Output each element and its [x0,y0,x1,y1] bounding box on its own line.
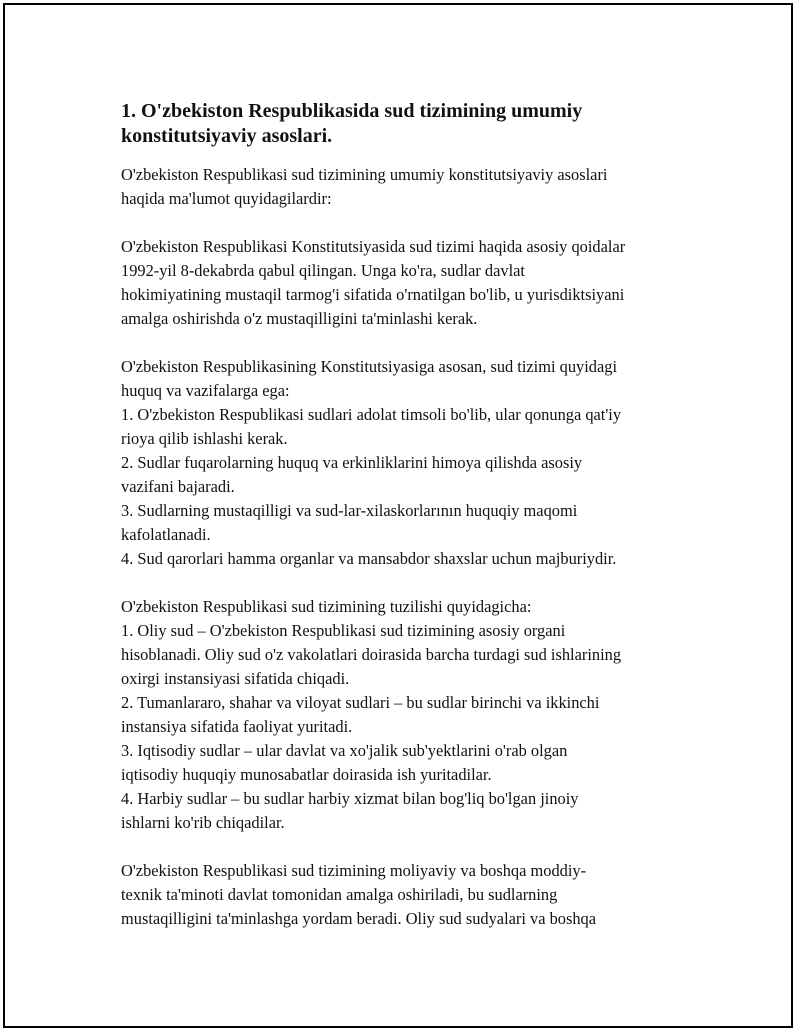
funding-paragraph: O'zbekiston Respublikasi sud tizimining moliyaviy va boshqa moddiy- texnik ta'minoti davlat tomonidan amalga oshiriladi, bu sudlarning mustaqilligini ta'minlashga yordam beradi. Oliy sud sudyalari va boshqa [121,861,597,928]
intro-paragraph: O'zbekiston Respublikasi sud tizimining umumiy konstitutsiyaviy asoslari haqida ma'lumot quyidagilardir: [121,165,608,208]
court-structure-paragraph: O'zbekiston Respublikasi sud tizimining tuzilishi quyidagicha: 1. Oliy sud – O'zbekiston Respublikasi sud tizimining asosiy organi hisoblanadi. Oliy sud o'z vakolatlari doirasida barcha turdagi sud ishlarining oxirgi instansiyasi sifatida chiqadi. 2. Tumanlararo, shahar va viloyat sudlari – bu sudlar birinchi va ikkinchi instansiya sifatida faoliyat yuritadi. 3. Iqtisodiy sudlar – ular davlat va xo'jalik sub'yektlarini o'rab olgan iqtisodiy huquqiy munosabatlar doirasida ish yuritadilar. 4. Harbiy sudlar – bu sudlar harbiy xizmat bilan bog'liq bo'lgan jinoiy ishlarni ko'rib chiqadilar. [121,597,622,832]
constitution-paragraph: O'zbekiston Respublikasi Konstitutsiyasida sud tizimi haqida asosiy qoidalar 1992-yil 8-dekabrda qabul qilingan. Unga ko'ra, sudlar davlat hokimiyatining mustaqil tarmog'i sifatida o'rnatilgan bo'lib, u yurisdiktsiyani amalga oshirishda o'z mustaqilligini ta'minlashi kerak. [121,237,626,328]
rights-duties-paragraph: O'zbekiston Respublikasining Konstitutsiyasiga asosan, sud tizimi quyidagi huquq va vazifalarga ega: 1. O'zbekiston Respublikasi sudlari adolat timsoli bo'lib, ular qonunga qat'iy rioya qilib ishlashi kerak. 2. Sudlar fuqarolarning huquq va erkinliklarini himoya qilishda asosiy vazifani bajaradi. 3. Sudlarning mustaqilligi va sud-lar-xilaskorlarının huquqiy maqomi kafolatlanadi. 4. Sud qarorlari hamma organlar va mansabdor shaxslar uchun majburiydir. [121,357,622,568]
page-title: 1. O'zbekiston Respublikasida sud tizimining umumiy konstitutsiyaviy asoslari. [121,100,583,147]
document-body [121,99,721,955]
page-frame [3,3,793,1028]
